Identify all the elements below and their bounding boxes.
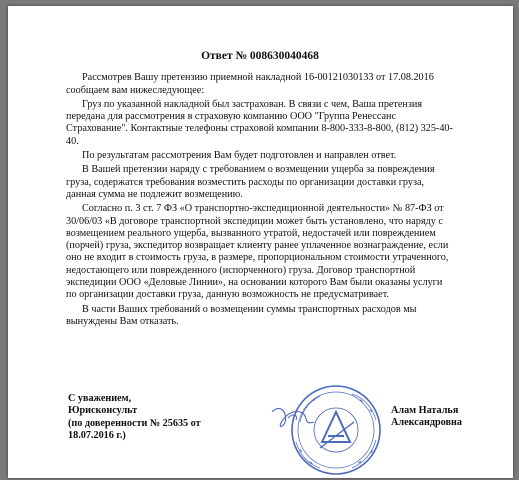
paragraph-3: По результатам рассмотрения Вам будет подготовлен и направлен ответ.	[82, 150, 397, 162]
signature-line-2: Юрисконсульт	[68, 405, 138, 417]
paragraph-6: В части Ваших требований о возмещении суммы транспортных расходов мы вынуждены Вам отказать.	[66, 303, 417, 327]
signer-name-line-1: Алам Наталья	[391, 405, 459, 416]
signer-name	[391, 405, 462, 430]
signature-line-1: С уважением,	[68, 393, 132, 404]
document-title: Ответ № 008630040468	[201, 50, 319, 62]
signer-name-line-2: Александровна	[391, 417, 462, 429]
signature-line-4: 18.07.2016 г.)	[68, 429, 126, 441]
paragraph-4: В Вашей претензии наряду с требованием о возмещении ущерба за повреждения груза, содержатся требования возместить расходы по организации доставки груза, данная сумма не подлежит возмещению.	[66, 164, 435, 200]
signature-block	[68, 393, 201, 442]
paragraph-2: Груз по указанной накладной был застрахован. В связи с чем, Ваша претензия передана для рассмотрения в страховую компанию ООО "Группа Ренессанс Страхование". Контактные телефоны страховой компании 8-800-333-8-800, (812) 325-40-40.	[66, 98, 453, 147]
document-body	[66, 50, 454, 330]
paragraph-5: Согласно п. 3 ст. 7 ФЗ «О транспортно-экспедиционной деятельности» № 87-ФЗ от 30/06/03 «В договоре транспортной экспедиции может быть установлено, что наряду с возмещением реального ущерба, вызванного утратой, недостачей или повреждением (порчей) груза, экспедитор возвращает клиенту ранее уплаченное вознаграждение, если оно не входит в стоимость груза, в размере, пропорциональном стоимости утраченного, недостающего или поврежденного (испорченного) груза. Договор транспортной экспедиции ООО «Деловые Линии», на основании которого Вам были оказаны услуги по организации доставки груза, данную возможность не предусматривает.	[66, 203, 449, 301]
signature-line-3: (по доверенности № 25635 от	[68, 417, 201, 429]
paragraph-1: Рассмотрев Вашу претензию приемной накладной 16-00121030133 от 17.08.2016 сообщаем вам нижеследующее:	[66, 72, 434, 96]
document-page	[8, 6, 513, 478]
company-stamp-icon	[270, 382, 388, 478]
